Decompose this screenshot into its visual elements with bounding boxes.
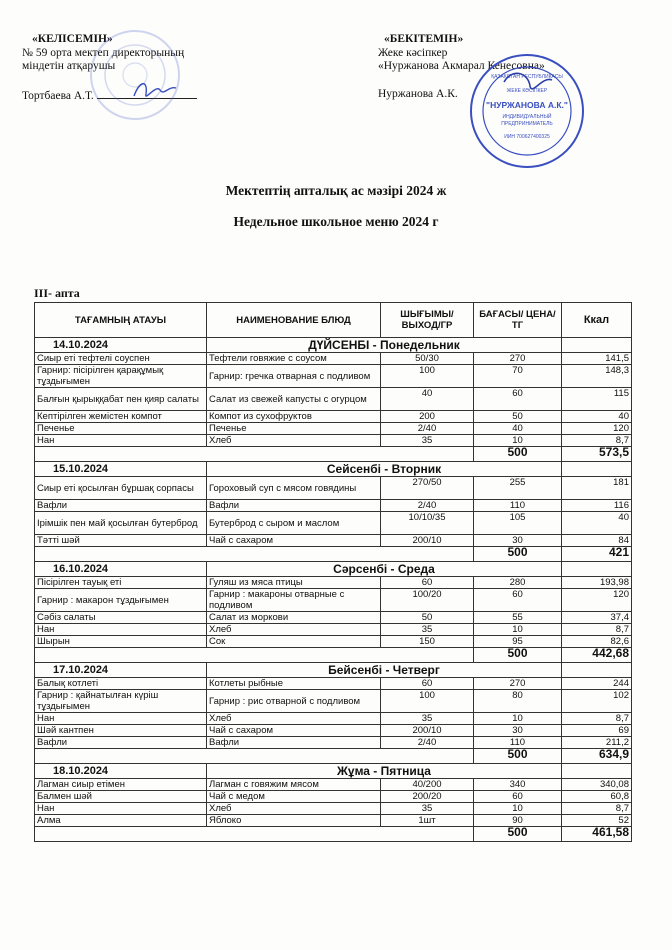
total-blank (35, 447, 474, 462)
approve-title: «БЕКІТЕМІН» (384, 33, 464, 45)
table-row (35, 435, 632, 447)
dish-name-kz: Алма (35, 815, 207, 827)
dish-output: 150 (381, 636, 474, 648)
dish-output: 100 (381, 365, 474, 388)
dish-price: 55 (474, 612, 562, 624)
table-row (35, 353, 632, 365)
day-date: 14.10.2024 (35, 338, 207, 353)
total-price: 500 (474, 447, 562, 462)
table-row (35, 388, 632, 411)
dish-name-kz: Шәй кантпен (35, 725, 207, 737)
dish-name-kz: Балмен шәй (35, 791, 207, 803)
dish-kcal: 102 (562, 690, 632, 713)
dish-name-kz: Шырын (35, 636, 207, 648)
dish-name-ru: Бутерброд с сыром и маслом (207, 512, 381, 535)
table-row (35, 423, 632, 435)
dish-name-ru: Вафли (207, 737, 381, 749)
dish-name-kz: Вафли (35, 737, 207, 749)
day-total-row (35, 547, 632, 562)
day-header-blank (562, 462, 632, 477)
dish-name-ru: Гороховый суп с мясом говядины (207, 477, 381, 500)
day-date: 17.10.2024 (35, 663, 207, 678)
dish-name-kz: Балық котлеті (35, 678, 207, 690)
table-row (35, 577, 632, 589)
dish-name-kz: Гарнир: пісірілген қарақұмық тұздығымен (35, 365, 207, 388)
dish-output: 100/20 (381, 589, 474, 612)
dish-price: 10 (474, 713, 562, 725)
dish-name-ru: Яблоко (207, 815, 381, 827)
stamp-id: ИИН 700627400325 (504, 134, 550, 140)
col-header-kz: ТАҒАМНЫҢ АТАУЫ (35, 303, 207, 338)
dish-kcal: 69 (562, 725, 632, 737)
dish-output: 60 (381, 577, 474, 589)
dish-name-ru: Чай с сахаром (207, 535, 381, 547)
dish-price: 30 (474, 535, 562, 547)
dish-output: 35 (381, 624, 474, 636)
col-header-kcal: Ккал (562, 303, 632, 338)
dish-output: 270/50 (381, 477, 474, 500)
dish-kcal: 52 (562, 815, 632, 827)
dish-name-kz: Балғын қырыққабат пен қияр салаты (35, 388, 207, 411)
day-header-row (35, 338, 632, 353)
dish-name-ru: Гарнир : рис отварной с подливом (207, 690, 381, 713)
dish-kcal: 82,6 (562, 636, 632, 648)
school-stamp (90, 30, 180, 120)
agree-line-2: міндетін атқарушы (22, 60, 116, 72)
dish-output: 35 (381, 435, 474, 447)
total-kcal: 573,5 (562, 447, 632, 462)
table-row (35, 477, 632, 500)
dish-output: 200/10 (381, 725, 474, 737)
dish-name-ru: Гарнир : макароны отварные с подливом (207, 589, 381, 612)
table-row (35, 512, 632, 535)
dish-name-kz: Тәтті шәй (35, 535, 207, 547)
total-kcal: 461,58 (562, 827, 632, 842)
dish-kcal: 181 (562, 477, 632, 500)
day-header-row (35, 764, 632, 779)
approve-signer: Нуржанова А.К. (378, 87, 458, 100)
dish-output: 100 (381, 690, 474, 713)
dish-name-ru: Сок (207, 636, 381, 648)
dish-price: 10 (474, 803, 562, 815)
table-header-row (35, 303, 632, 338)
day-header-blank (562, 764, 632, 779)
dish-name-kz: Сиыр еті қосылған бұршақ сорпасы (35, 477, 207, 500)
total-price: 500 (474, 749, 562, 764)
dish-output: 1шт (381, 815, 474, 827)
dish-name-ru: Хлеб (207, 435, 381, 447)
day-total-row (35, 827, 632, 842)
dish-name-kz: Нан (35, 624, 207, 636)
dish-output: 60 (381, 678, 474, 690)
total-blank (35, 648, 474, 663)
col-header-output: ШЫҒЫМЫ/ ВЫХОД/ГР (381, 303, 474, 338)
dish-price: 30 (474, 725, 562, 737)
approve-line-2: «Нуржанова Акмарал Кенесовна» (378, 60, 545, 72)
dish-output: 35 (381, 713, 474, 725)
dish-price: 255 (474, 477, 562, 500)
dish-output: 200/20 (381, 791, 474, 803)
dish-name-ru: Салат из моркови (207, 612, 381, 624)
dish-output: 50 (381, 612, 474, 624)
dish-output: 35 (381, 803, 474, 815)
day-total-row (35, 749, 632, 764)
dish-price: 10 (474, 624, 562, 636)
dish-name-ru: Котлеты рыбные (207, 678, 381, 690)
dish-output: 2/40 (381, 737, 474, 749)
table-row (35, 589, 632, 612)
dish-name-ru: Гуляш из мяса птицы (207, 577, 381, 589)
total-kcal: 634,9 (562, 749, 632, 764)
dish-price: 105 (474, 512, 562, 535)
approve-line-1: Жеке кәсіпкер (378, 46, 448, 59)
day-total-row (35, 648, 632, 663)
dish-kcal: 8,7 (562, 435, 632, 447)
day-name: ДҮЙСЕНБІ - Понедельник (207, 338, 562, 353)
dish-kcal: 37,4 (562, 612, 632, 624)
stamp-ring-text: ҚАЗАҚСТАН РЕСПУБЛИКАСЫ (491, 74, 563, 80)
day-header-row (35, 663, 632, 678)
dish-kcal: 116 (562, 500, 632, 512)
dish-kcal: 120 (562, 423, 632, 435)
dish-price: 60 (474, 791, 562, 803)
table-row (35, 636, 632, 648)
dish-kcal: 120 (562, 589, 632, 612)
dish-kcal: 193,98 (562, 577, 632, 589)
day-header-row (35, 562, 632, 577)
dish-output: 10/10/35 (381, 512, 474, 535)
day-name: Бейсенбі - Четверг (207, 663, 562, 678)
dish-name-kz: Ірімшік пен май қосылған бутерброд (35, 512, 207, 535)
stamp-name: "НУРЖАНОВА А.К." (486, 100, 568, 110)
day-total-row (35, 447, 632, 462)
dish-price: 10 (474, 435, 562, 447)
signature-left-icon (130, 76, 180, 106)
dish-price: 270 (474, 678, 562, 690)
dish-output: 2/40 (381, 500, 474, 512)
dish-name-kz: Кептірілген жемістен компот (35, 411, 207, 423)
day-header-row (35, 462, 632, 477)
agree-signer: Тортбаева А.Т. (22, 89, 94, 102)
total-price: 500 (474, 827, 562, 842)
dish-kcal: 84 (562, 535, 632, 547)
dish-kcal: 60,8 (562, 791, 632, 803)
dish-kcal: 211,2 (562, 737, 632, 749)
dish-name-ru: Вафли (207, 500, 381, 512)
total-kcal: 442,68 (562, 648, 632, 663)
dish-name-kz: Лагман сиыр етімен (35, 779, 207, 791)
table-row (35, 779, 632, 791)
dish-output: 2/40 (381, 423, 474, 435)
table-row (35, 690, 632, 713)
stamp-label: ЖЕКЕ КӘСІПКЕР (506, 88, 548, 94)
dish-name-kz: Печенье (35, 423, 207, 435)
dish-price: 95 (474, 636, 562, 648)
dish-kcal: 40 (562, 411, 632, 423)
title-kz: Мектептің апталық ас мәзірі 2024 ж (225, 183, 447, 198)
dish-name-kz: Нан (35, 713, 207, 725)
dish-kcal: 8,7 (562, 803, 632, 815)
dish-name-kz: Гарнир : макарон тұздығымен (35, 589, 207, 612)
dish-name-ru: Лагман с говяжим мясом (207, 779, 381, 791)
agree-title: «КЕЛІСЕМІН» (32, 33, 113, 45)
dish-name-kz: Вафли (35, 500, 207, 512)
dish-name-kz: Пісірілген тауық еті (35, 577, 207, 589)
dish-kcal: 115 (562, 388, 632, 411)
dish-name-ru: Гарнир: гречка отварная с подливом (207, 365, 381, 388)
title-ru: Недельное школьное меню 2024 г (233, 214, 439, 229)
dish-price: 280 (474, 577, 562, 589)
dish-price: 110 (474, 737, 562, 749)
dish-price: 60 (474, 388, 562, 411)
dish-price: 60 (474, 589, 562, 612)
total-kcal: 421 (562, 547, 632, 562)
table-row (35, 803, 632, 815)
dish-name-kz: Сәбіз салаты (35, 612, 207, 624)
day-name: Сейсенбі - Вторник (207, 462, 562, 477)
week-label: III- апта (34, 286, 80, 300)
dish-output: 200 (381, 411, 474, 423)
dish-kcal: 8,7 (562, 713, 632, 725)
dish-name-ru: Печенье (207, 423, 381, 435)
table-row (35, 411, 632, 423)
total-blank (35, 547, 474, 562)
dish-price: 80 (474, 690, 562, 713)
table-row (35, 365, 632, 388)
dish-name-ru: Тефтели говяжие с соусом (207, 353, 381, 365)
table-row (35, 713, 632, 725)
dish-name-kz: Нан (35, 435, 207, 447)
dish-name-ru: Хлеб (207, 713, 381, 725)
day-header-blank (562, 562, 632, 577)
total-price: 500 (474, 648, 562, 663)
entrepreneur-stamp (468, 52, 586, 170)
dish-name-ru: Хлеб (207, 624, 381, 636)
table-row (35, 737, 632, 749)
table-row (35, 624, 632, 636)
dish-name-kz: Сиыр еті тефтелі соуспен (35, 353, 207, 365)
agree-line-1: № 59 орта мектеп директорының (22, 46, 185, 59)
table-row (35, 791, 632, 803)
dish-price: 110 (474, 500, 562, 512)
table-row (35, 678, 632, 690)
table-row (35, 535, 632, 547)
day-header-blank (562, 338, 632, 353)
entrepreneur-stamp-graphic (468, 52, 586, 170)
dish-name-ru: Чай с медом (207, 791, 381, 803)
dish-price: 270 (474, 353, 562, 365)
dish-name-kz: Нан (35, 803, 207, 815)
stamp-sub-1: ИНДИВИДУАЛЬНЫЙ (502, 114, 552, 120)
dish-price: 70 (474, 365, 562, 388)
total-price: 500 (474, 547, 562, 562)
total-blank (35, 749, 474, 764)
dish-kcal: 244 (562, 678, 632, 690)
dish-price: 50 (474, 411, 562, 423)
day-name: Сәрсенбі - Среда (207, 562, 562, 577)
dish-kcal: 8,7 (562, 624, 632, 636)
col-header-price: БАҒАСЫ/ ЦЕНА/ТГ (474, 303, 562, 338)
day-name: Жұма - Пятница (207, 764, 562, 779)
table-row (35, 815, 632, 827)
total-blank (35, 827, 474, 842)
dish-price: 90 (474, 815, 562, 827)
table-row (35, 725, 632, 737)
dish-kcal: 340,08 (562, 779, 632, 791)
dish-output: 50/30 (381, 353, 474, 365)
day-date: 18.10.2024 (35, 764, 207, 779)
stamp-sub-2: ПРЕДПРИНИМАТЕЛЬ (501, 121, 553, 127)
dish-name-ru: Салат из свежей капусты с огурцом (207, 388, 381, 411)
dish-name-kz: Гарнир : қайнатылған күріш тұздығымен (35, 690, 207, 713)
dish-price: 40 (474, 423, 562, 435)
dish-name-ru: Хлеб (207, 803, 381, 815)
table-row (35, 500, 632, 512)
dish-output: 200/10 (381, 535, 474, 547)
menu-body (35, 338, 632, 842)
dish-price: 340 (474, 779, 562, 791)
dish-kcal: 148,3 (562, 365, 632, 388)
dish-kcal: 141,5 (562, 353, 632, 365)
dish-kcal: 40 (562, 512, 632, 535)
day-date: 16.10.2024 (35, 562, 207, 577)
weekly-menu-table (34, 302, 632, 842)
day-date: 15.10.2024 (35, 462, 207, 477)
col-header-ru: НАИМЕНОВАНИЕ БЛЮД (207, 303, 381, 338)
dish-name-ru: Чай с сахаром (207, 725, 381, 737)
dish-output: 40/200 (381, 779, 474, 791)
day-header-blank (562, 663, 632, 678)
dish-output: 40 (381, 388, 474, 411)
table-row (35, 612, 632, 624)
dish-name-ru: Компот из сухофруктов (207, 411, 381, 423)
